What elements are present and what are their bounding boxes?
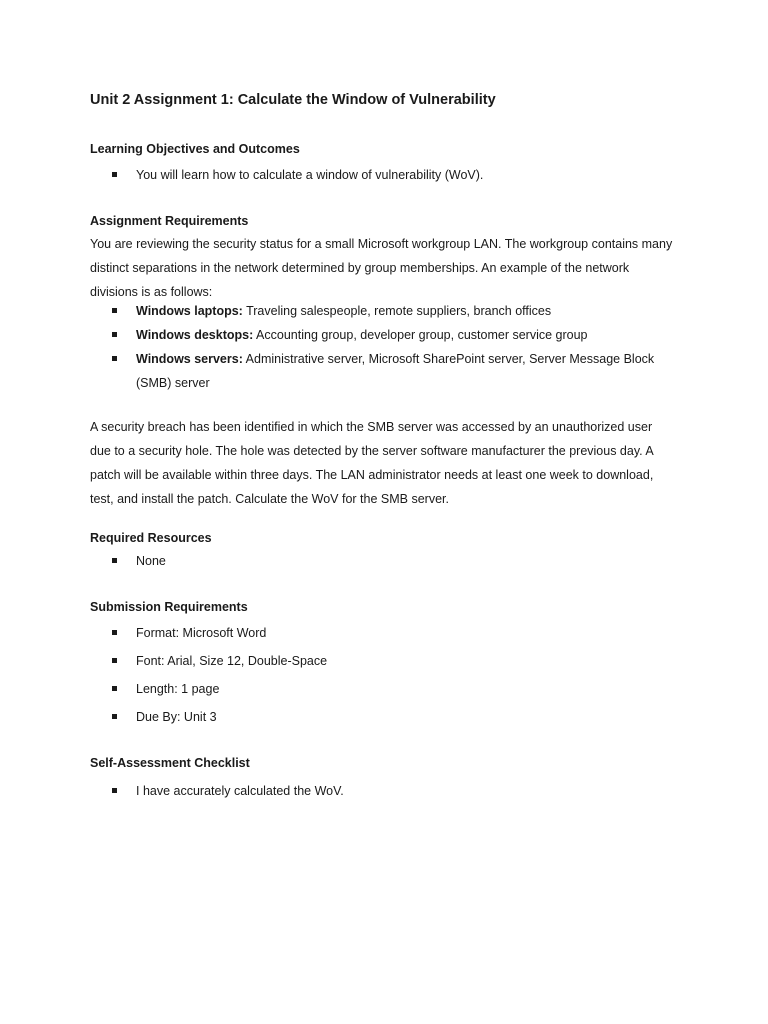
self-assessment-heading: Self-Assessment Checklist <box>90 756 250 770</box>
text-line: test, and install the patch. Calculate the WoV for the SMB server. <box>90 492 449 506</box>
list-item-text: Length: 1 page <box>136 682 220 696</box>
page-title: Unit 2 Assignment 1: Calculate the Window of Vulnerability <box>90 92 496 108</box>
bullet-icon <box>112 308 117 313</box>
list-item-text: None <box>136 554 166 568</box>
text-line: divisions is as follows: <box>90 285 213 299</box>
list-item-text: You will learn how to calculate a window of vulnerability (WoV). <box>136 168 484 182</box>
requirements-intro <box>90 232 690 304</box>
division-label: Windows laptops: <box>136 304 243 318</box>
learning-objectives-heading: Learning Objectives and Outcomes <box>90 142 300 156</box>
list-item-text <box>136 323 588 347</box>
division-text: Administrative server, Microsoft SharePoint server, Server Message Block <box>242 352 655 366</box>
bullet-icon <box>112 332 117 337</box>
bullet-icon <box>112 356 117 361</box>
bullet-icon <box>112 788 117 793</box>
bullet-icon <box>112 630 117 635</box>
bullet-icon <box>112 558 117 563</box>
list-item-text: Font: Arial, Size 12, Double-Space <box>136 654 328 668</box>
division-label: Windows servers: <box>136 352 243 366</box>
text-line: due to a security hole. The hole was detected by the server software manufacturer the previous day. A <box>90 444 654 458</box>
text-line: You are reviewing the security status for a small Microsoft workgroup LAN. The workgroup contains many <box>90 237 673 251</box>
bullet-icon <box>112 714 117 719</box>
required-resources-heading: Required Resources <box>90 531 212 545</box>
division-text: Traveling salespeople, remote suppliers, branch offices <box>242 304 552 318</box>
submission-requirements-heading: Submission Requirements <box>90 600 248 614</box>
list-item-text: Format: Microsoft Word <box>136 626 267 640</box>
text-line: distinct separations in the network determined by group memberships. An example of the network <box>90 261 630 275</box>
list-item-text: Due By: Unit 3 <box>136 710 217 724</box>
breach-paragraph <box>90 415 690 511</box>
bullet-icon <box>112 172 117 177</box>
division-text: Accounting group, developer group, customer service group <box>253 328 588 342</box>
text-line: A security breach has been identified in which the SMB server was accessed by an unauthorized user <box>90 420 653 434</box>
list-item-text <box>136 299 551 323</box>
bullet-icon <box>112 686 117 691</box>
division-label: Windows desktops: <box>136 328 254 342</box>
text-line: patch will be available within three days. The LAN administrator needs at least one week to download, <box>90 468 654 482</box>
list-item-text: I have accurately calculated the WoV. <box>136 784 344 798</box>
assignment-requirements-heading: Assignment Requirements <box>90 214 249 228</box>
list-item-text <box>136 347 654 371</box>
list-item-text: (SMB) server <box>136 376 210 390</box>
bullet-icon <box>112 658 117 663</box>
